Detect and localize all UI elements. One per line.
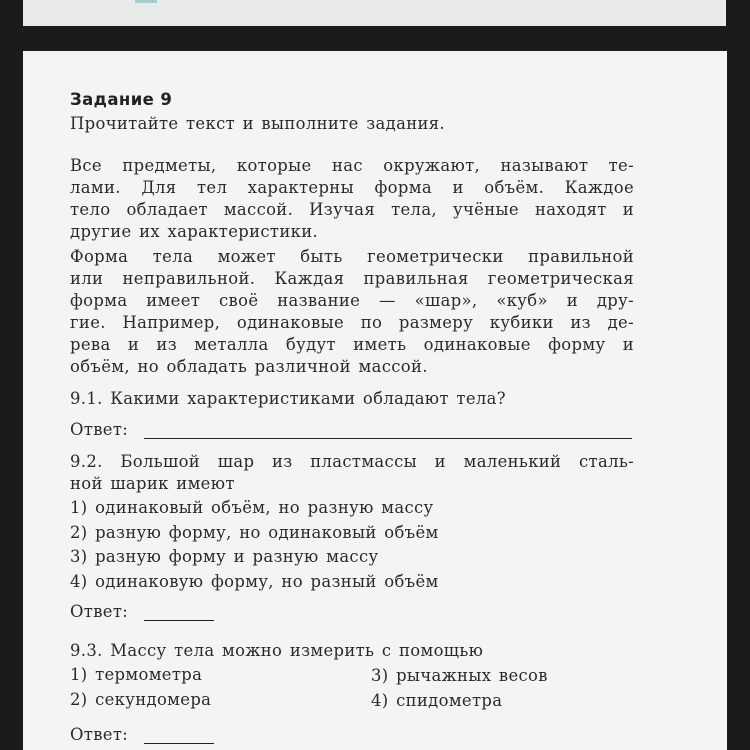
text-line: Все предметы, которые нас окружают, называют те- [70, 156, 634, 175]
question-line: 9.2. Большой шар из пластмассы и маленький сталь- [70, 452, 634, 471]
answer-row-9-3 [70, 723, 634, 747]
answer-field-9-2[interactable] [144, 620, 214, 621]
text-line: рева и из металла будут иметь одинаковые форму и [70, 335, 634, 354]
text-paragraph-2 [70, 246, 634, 378]
text-line: объём, но обладать различной массой. [70, 357, 428, 376]
task-instruction: Прочитайте текст и выполните задания. [70, 114, 445, 133]
text-line: или неправильной. Каждая правильная геометрическая [70, 269, 634, 288]
question-line: ной шарик имеют [70, 474, 235, 493]
option-9-3-1: 1) термометра [70, 665, 203, 684]
answer-row-9-1 [70, 418, 634, 442]
text-line: лами. Для тел характерны форма и объём. Каждое [70, 178, 634, 197]
text-paragraph-1 [70, 155, 634, 243]
option-9-3-2: 2) секундомера [70, 690, 212, 709]
question-9-1: 9.1. Какими характеристиками обладают тела? [70, 389, 506, 408]
option-9-2-2: 2) разную форму, но одинаковый объём [70, 522, 439, 542]
text-line: другие их характеристики. [70, 222, 319, 241]
answer-label: Ответ: [70, 420, 129, 439]
option-9-3-4: 4) спидометра [371, 691, 503, 710]
options-9-3 [70, 663, 634, 713]
previous-page-strip [23, 0, 726, 26]
text-line: Форма тела может быть геометрически правильной [70, 247, 634, 266]
answer-label: Ответ: [70, 602, 129, 621]
question-9-2 [70, 451, 634, 495]
text-line: тело обладает массой. Изучая тела, учёные находят и [70, 200, 634, 219]
option-9-3-3: 3) рычажных весов [371, 666, 548, 685]
answer-row-9-2 [70, 600, 634, 624]
text-line: гие. Например, одинаковые по размеру кубики из де- [70, 313, 634, 332]
question-9-3: 9.3. Массу тела можно измерить с помощью [70, 641, 484, 660]
option-9-2-4: 4) одинаковую форму, но разный объём [70, 571, 439, 591]
text-line: форма имеет своё название — «шар», «куб» и дру- [70, 291, 634, 310]
options-9-2 [70, 496, 634, 594]
decorative-mark [135, 0, 157, 3]
answer-field-9-3[interactable] [144, 743, 214, 744]
answer-field-9-1[interactable] [144, 438, 632, 439]
textbook-page [23, 51, 727, 750]
page-content [70, 88, 634, 747]
answer-label: Ответ: [70, 725, 129, 744]
option-9-2-1: 1) одинаковый объём, но разную массу [70, 498, 434, 517]
option-9-2-3: 3) разную форму и разную массу [70, 547, 379, 566]
task-title: Задание 9 [70, 90, 173, 109]
